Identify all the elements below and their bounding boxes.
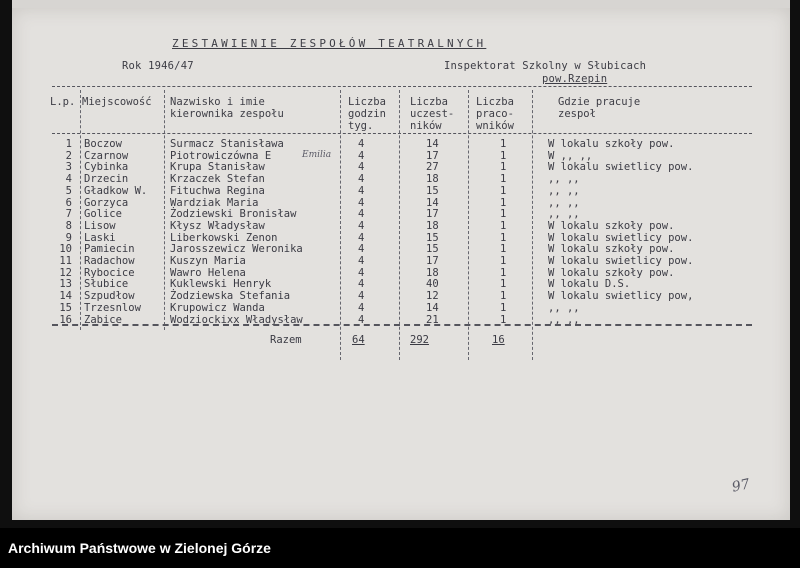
cell-godzin: 4 xyxy=(358,231,365,244)
table-row xyxy=(12,232,790,244)
header-uczestnikow: Liczba uczest-ników xyxy=(410,96,455,132)
table-row xyxy=(12,185,790,197)
cell-godzin: 4 xyxy=(358,184,365,197)
document-title: ZESTAWIENIE ZESPOŁÓW TEATRALNYCH xyxy=(172,37,487,50)
cell-pracownikow: 1 xyxy=(500,173,507,186)
cell-gdzie: W lokalu swietlicy pow, xyxy=(548,290,694,303)
cell-uczestnikow: 14 xyxy=(426,138,439,150)
cell-godzin: 4 xyxy=(358,219,365,232)
cell-uczestnikow: 14 xyxy=(426,301,439,314)
table-row xyxy=(12,255,790,267)
cell-gdzie: W lokalu szkoły pow. xyxy=(548,219,675,232)
cell-lp: 4 xyxy=(65,173,72,186)
cell-gdzie: ,, ,, xyxy=(548,208,580,221)
cell-kierownik: Jarosszewicz Weronika xyxy=(170,243,303,256)
cell-miejscowosc: Pamiecin xyxy=(84,243,135,256)
cell-gdzie: W lokalu szkoły pow. xyxy=(548,243,675,256)
cell-godzin: 4 xyxy=(358,149,365,162)
cell-godzin: 4 xyxy=(358,266,365,279)
table-row xyxy=(12,290,790,302)
totals-label: Razem xyxy=(270,334,302,346)
cell-pracownikow: 1 xyxy=(500,161,507,174)
cell-lp: 2 xyxy=(65,149,72,162)
inspectorate-line1: Inspektorat Szkolny w Słubicach xyxy=(444,60,647,72)
cell-uczestnikow: 40 xyxy=(426,278,439,291)
cell-miejscowosc: Szpudłow xyxy=(84,290,135,303)
cell-lp: 1 xyxy=(65,138,72,150)
cell-uczestnikow: 27 xyxy=(426,161,439,174)
cell-godzin: 4 xyxy=(358,278,365,291)
header-gdzie: Gdzie pracuje zespoł xyxy=(558,96,641,120)
cell-gdzie: W ,, ,, xyxy=(548,149,593,162)
cell-pracownikow: 1 xyxy=(500,290,507,303)
cell-pracownikow: 1 xyxy=(500,184,507,197)
cell-godzin: 4 xyxy=(358,255,365,267)
cell-godzin: 4 xyxy=(358,173,365,186)
cell-lp: 5 xyxy=(65,184,72,197)
cell-lp: 10 xyxy=(59,243,72,256)
totals-rule xyxy=(52,324,752,326)
cell-lp: 13 xyxy=(59,278,72,291)
cell-pracownikow: 1 xyxy=(500,255,507,267)
cell-lp: 16 xyxy=(59,313,72,326)
archive-name: Archiwum Państwowe w Zielonej Górze xyxy=(8,540,271,556)
cell-godzin: 4 xyxy=(358,301,365,314)
page-number: 97 xyxy=(730,476,752,496)
cell-uczestnikow: 17 xyxy=(426,255,439,267)
cell-uczestnikow: 15 xyxy=(426,243,439,256)
archive-footer xyxy=(0,528,800,568)
cell-lp: 8 xyxy=(65,219,72,232)
cell-miejscowosc: Laski xyxy=(84,231,116,244)
cell-miejscowosc: Słubice xyxy=(84,278,129,291)
cell-kierownik: Kłysz Władysław xyxy=(170,219,265,232)
totals-uczestnikow: 292 xyxy=(410,334,429,346)
cell-lp: 7 xyxy=(65,208,72,221)
cell-godzin: 4 xyxy=(358,196,365,209)
cell-gdzie: W lokalu swietlicy pow. xyxy=(548,231,694,244)
table-row xyxy=(12,161,790,173)
totals-godzin: 64 xyxy=(352,334,365,346)
cell-pracownikow: 1 xyxy=(500,149,507,162)
inspectorate-line2: pow.Rzepin xyxy=(542,73,608,85)
handwritten-note: Emilia xyxy=(302,149,332,160)
year-label: Rok 1946/47 xyxy=(122,60,194,72)
table-row xyxy=(12,243,790,255)
document-sheet xyxy=(12,8,790,520)
cell-pracownikow: 1 xyxy=(500,243,507,256)
cell-kierownik: Wardziak Maria xyxy=(170,196,259,209)
cell-kierownik: Surmacz Stanisława xyxy=(170,138,284,150)
table-row xyxy=(12,302,790,314)
table-row xyxy=(12,267,790,279)
header-lp: L.p. xyxy=(50,96,76,108)
table-row xyxy=(12,197,790,209)
cell-kierownik: Wodziockixx Władysław xyxy=(170,313,303,326)
cell-pracownikow: 1 xyxy=(500,138,507,150)
cell-kierownik: Kuklewski Henryk xyxy=(170,278,272,291)
cell-miejscowosc: Boczow xyxy=(84,138,122,150)
cell-lp: 9 xyxy=(65,231,72,244)
cell-gdzie: ,, ,, xyxy=(548,313,580,326)
cell-miejscowosc: Czarnow xyxy=(84,149,129,162)
totals-pracownikow: 16 xyxy=(492,334,505,346)
cell-miejscowosc: Zabice xyxy=(84,313,122,326)
cell-miejscowosc: Trzesnlow xyxy=(84,301,141,314)
cell-gdzie: ,, ,, xyxy=(548,301,580,314)
header-nazwisko: Nazwisko i imie kierownika zespołu xyxy=(170,96,284,120)
header-pracownikow: Liczba praco-wników xyxy=(476,96,514,132)
table-row xyxy=(12,278,790,290)
cell-pracownikow: 1 xyxy=(500,231,507,244)
cell-uczestnikow: 17 xyxy=(426,208,439,221)
cell-uczestnikow: 12 xyxy=(426,290,439,303)
cell-kierownik: Krupowicz Wanda xyxy=(170,301,265,314)
cell-miejscowosc: Gorzyca xyxy=(84,196,129,209)
cell-uczestnikow: 17 xyxy=(426,149,439,162)
cell-godzin: 4 xyxy=(358,313,365,326)
cell-lp: 12 xyxy=(59,266,72,279)
cell-kierownik: Kuszyn Maria xyxy=(170,255,246,267)
cell-miejscowosc: Drzecin xyxy=(84,173,129,186)
cell-kierownik: Żodziewski Bronisław xyxy=(170,208,297,221)
header-bottom-rule xyxy=(52,133,752,134)
cell-lp: 11 xyxy=(59,255,72,267)
table-row xyxy=(12,220,790,232)
cell-uczestnikow: 14 xyxy=(426,196,439,209)
cell-uczestnikow: 18 xyxy=(426,219,439,232)
cell-pracownikow: 1 xyxy=(500,208,507,221)
cell-miejscowosc: Lisow xyxy=(84,219,116,232)
cell-miejscowosc: Gładkow W. xyxy=(84,184,148,197)
cell-uczestnikow: 18 xyxy=(426,266,439,279)
cell-uczestnikow: 18 xyxy=(426,173,439,186)
cell-pracownikow: 1 xyxy=(500,196,507,209)
cell-godzin: 4 xyxy=(358,161,365,174)
cell-godzin: 4 xyxy=(358,243,365,256)
header-top-rule xyxy=(52,86,752,87)
cell-miejscowosc: Rybocice xyxy=(84,266,135,279)
cell-miejscowosc: Radachow xyxy=(84,255,135,267)
cell-kierownik: Fituchwa Regina xyxy=(170,184,265,197)
table-row xyxy=(12,208,790,220)
cell-gdzie: ,, ,, xyxy=(548,184,580,197)
cell-pracownikow: 1 xyxy=(500,219,507,232)
cell-godzin: 4 xyxy=(358,208,365,221)
cell-miejscowosc: Cybinka xyxy=(84,161,129,174)
cell-pracownikow: 1 xyxy=(500,313,507,326)
cell-miejscowosc: Golice xyxy=(84,208,122,221)
cell-lp: 6 xyxy=(65,196,72,209)
table-row xyxy=(12,150,790,162)
cell-kierownik: Wawro Helena xyxy=(170,266,246,279)
cell-pracownikow: 1 xyxy=(500,266,507,279)
cell-uczestnikow: 15 xyxy=(426,184,439,197)
cell-kierownik: Krzaczek Stefan xyxy=(170,173,265,186)
cell-godzin: 4 xyxy=(358,138,365,150)
cell-gdzie: W lokalu swietlicy pow. xyxy=(548,161,694,174)
cell-lp: 3 xyxy=(65,161,72,174)
cell-kierownik: Krupa Stanisław xyxy=(170,161,265,174)
cell-pracownikow: 1 xyxy=(500,278,507,291)
cell-lp: 14 xyxy=(59,290,72,303)
cell-kierownik: Piotrowiczówna E xyxy=(170,149,272,162)
cell-gdzie: W lokalu D.S. xyxy=(548,278,631,291)
cell-gdzie: W lokalu swietlicy pow. xyxy=(548,255,694,267)
header-godzin: Liczba godzin tyg. xyxy=(348,96,386,132)
cell-gdzie: W lokalu szkoły pow. xyxy=(548,138,675,150)
cell-gdzie: ,, ,, xyxy=(548,173,580,186)
cell-pracownikow: 1 xyxy=(500,301,507,314)
header-miejscowosc: Miejscowość xyxy=(82,96,152,108)
cell-gdzie: ,, ,, xyxy=(548,196,580,209)
table-row xyxy=(12,138,790,150)
cell-gdzie: W lokalu szkoły pow. xyxy=(548,266,675,279)
table-row xyxy=(12,173,790,185)
cell-kierownik: Liberkowski Zenon xyxy=(170,231,278,244)
cell-uczestnikow: 21 xyxy=(426,313,439,326)
cell-lp: 15 xyxy=(59,301,72,314)
cell-kierownik: Żodziewska Stefania xyxy=(170,290,291,303)
cell-godzin: 4 xyxy=(358,290,365,303)
cell-uczestnikow: 15 xyxy=(426,231,439,244)
